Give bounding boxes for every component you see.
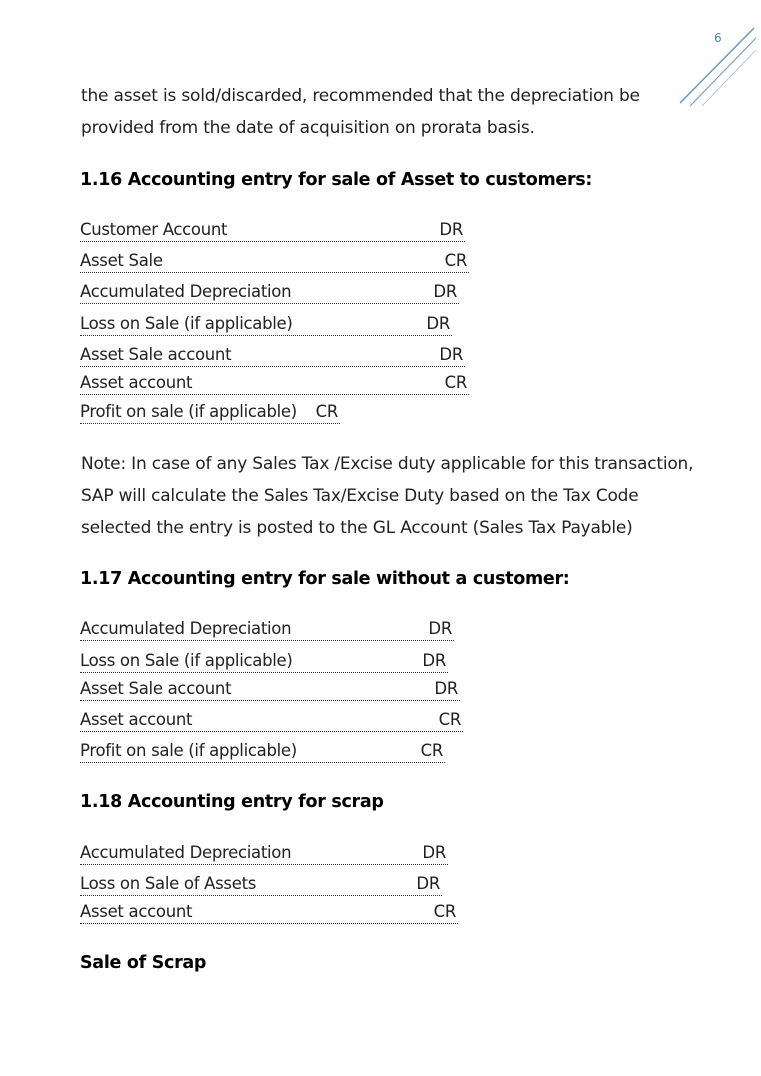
note-line: SAP will calculate the Sales Tax/Excise Duty based on the Tax Code	[81, 486, 639, 506]
journal-entry	[80, 219, 465, 242]
entry-account: Accumulated Depreciation	[80, 282, 292, 301]
journal-entry	[80, 618, 454, 641]
journal-entry	[80, 901, 458, 924]
entry-account: Profit on sale (if applicable)	[80, 402, 297, 421]
entry-side: DR	[439, 220, 463, 239]
entry-side: DR	[422, 843, 446, 862]
entry-side: CR	[444, 251, 467, 270]
entry-account: Accumulated Depreciation	[80, 619, 292, 638]
entry-account: Accumulated Depreciation	[80, 843, 292, 862]
section-heading: 1.18 Accounting entry for scrap	[80, 792, 384, 812]
entry-side: DR	[428, 619, 452, 638]
entry-side: CR	[433, 902, 456, 921]
entry-account: Asset Sale	[80, 251, 163, 270]
page-number: 6	[714, 31, 722, 45]
entry-side: DR	[439, 345, 463, 364]
intro-line: the asset is sold/discarded, recommended that the depreciation be	[81, 86, 640, 106]
note-line: Note: In case of any Sales Tax /Excise duty applicable for this transaction,	[81, 454, 694, 474]
journal-entry	[80, 372, 469, 395]
entry-account: Asset account	[80, 902, 193, 921]
entry-side: DR	[422, 651, 446, 670]
journal-entry	[80, 401, 340, 424]
entry-side: CR	[438, 710, 461, 729]
section-heading: 1.16 Accounting entry for sale of Asset to customers:	[80, 170, 593, 190]
journal-entry	[80, 313, 452, 336]
corner-decoration	[676, 26, 758, 108]
entry-account: Loss on Sale (if applicable)	[80, 314, 293, 333]
intro-line: provided from the date of acquisition on prorata basis.	[81, 118, 535, 138]
entry-account: Asset account	[80, 373, 193, 392]
entry-account: Asset account	[80, 710, 193, 729]
journal-entry	[80, 344, 465, 367]
section-heading: 1.17 Accounting entry for sale without a customer:	[80, 569, 570, 589]
entry-account: Customer Account	[80, 220, 228, 239]
entry-side: DR	[426, 314, 450, 333]
journal-entry	[80, 873, 442, 896]
journal-entry	[80, 709, 463, 732]
entry-side: DR	[416, 874, 440, 893]
journal-entry	[80, 281, 459, 304]
entry-account: Loss on Sale (if applicable)	[80, 651, 293, 670]
entry-account: Asset Sale account	[80, 679, 232, 698]
journal-entry	[80, 842, 448, 865]
entry-side: CR	[315, 402, 338, 421]
section-heading: Sale of Scrap	[80, 953, 207, 973]
entry-account: Profit on sale (if applicable)	[80, 741, 297, 760]
entry-side: CR	[420, 741, 443, 760]
journal-entry	[80, 678, 460, 701]
journal-entry	[80, 650, 448, 673]
entry-side: DR	[433, 282, 457, 301]
note-line: selected the entry is posted to the GL Account (Sales Tax Payable)	[81, 518, 633, 538]
entry-account: Loss on Sale of Assets	[80, 874, 257, 893]
entry-side: DR	[434, 679, 458, 698]
entry-side: CR	[444, 373, 467, 392]
journal-entry	[80, 740, 445, 763]
entry-account: Asset Sale account	[80, 345, 232, 364]
journal-entry	[80, 250, 469, 273]
